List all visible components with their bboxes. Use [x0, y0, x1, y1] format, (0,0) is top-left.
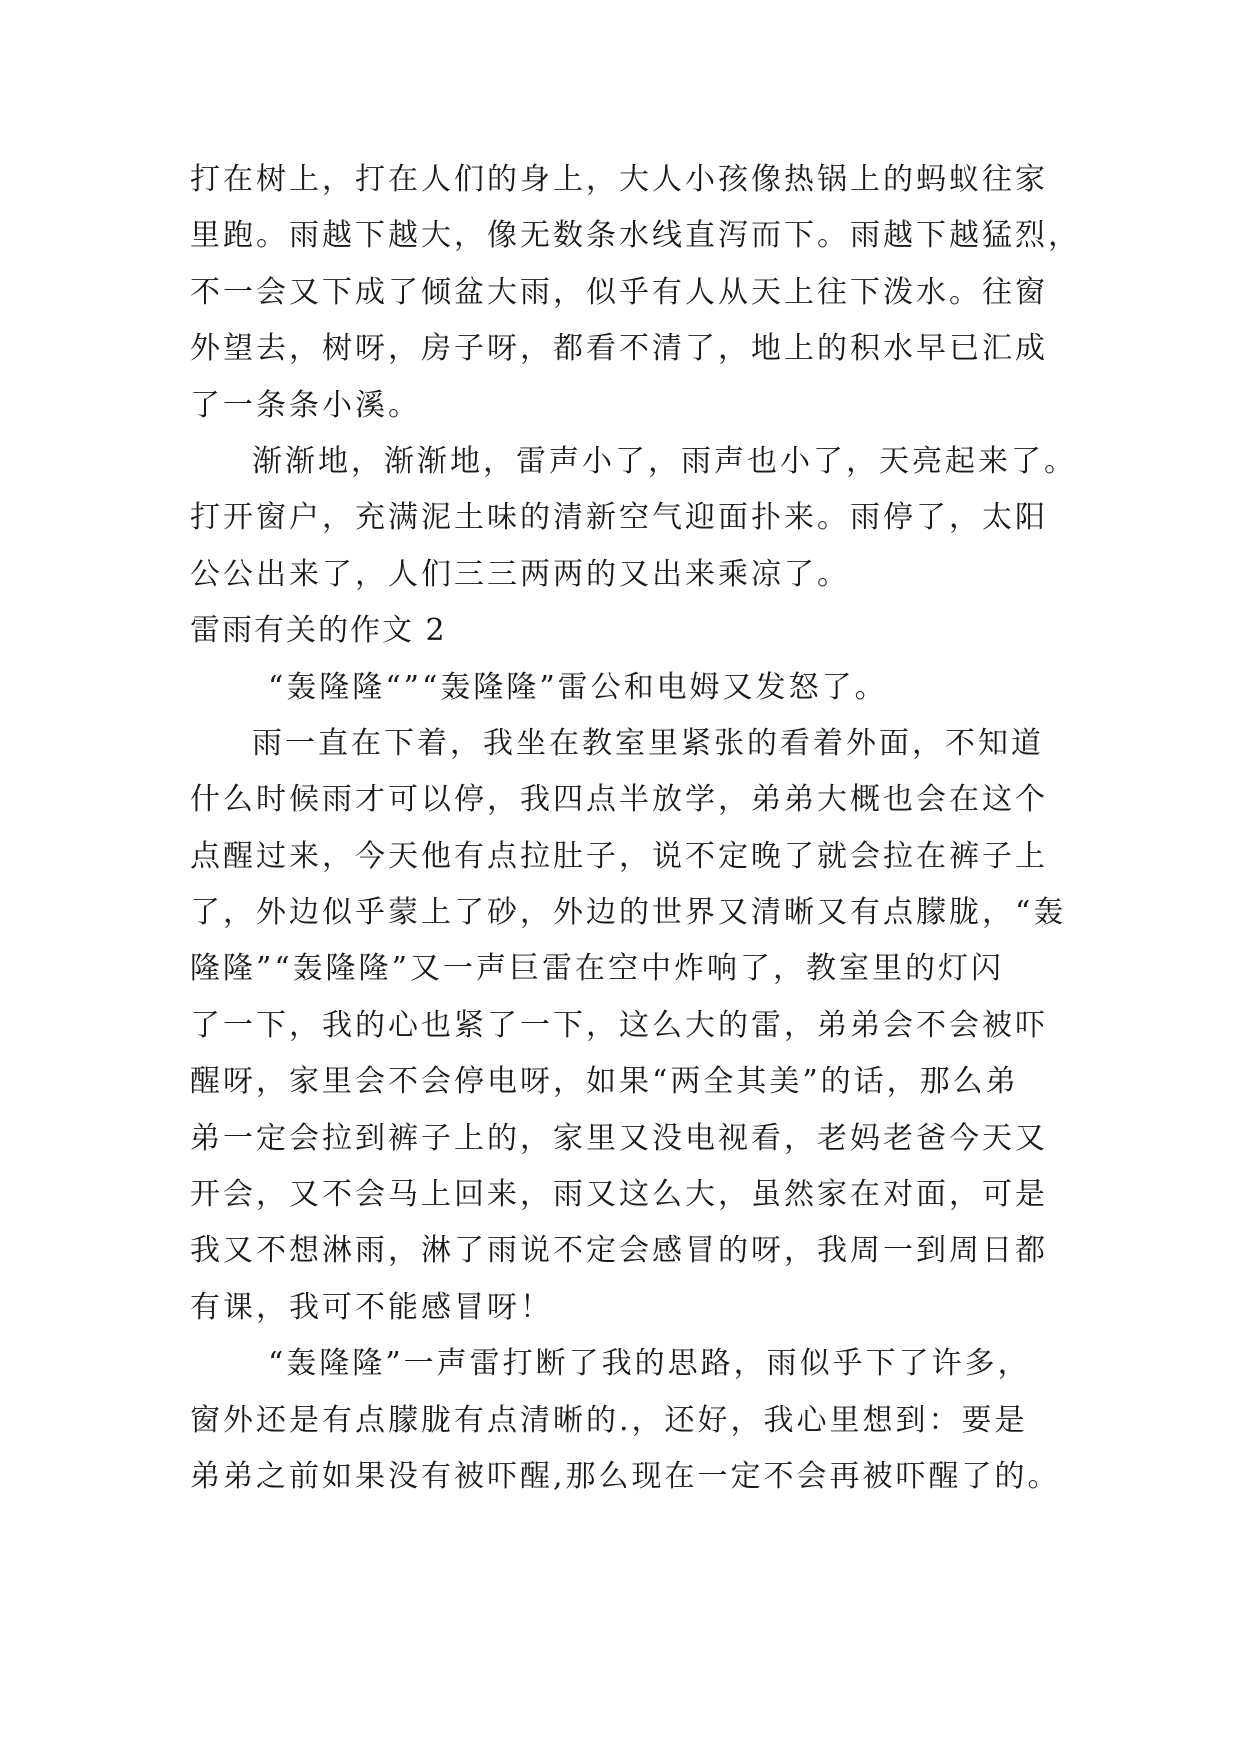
- text-line: 我又不想淋雨，淋了雨说不定会感冒的呀，我周一到周日都: [190, 1233, 1048, 1269]
- text-line: “轰隆隆“”“轰隆隆”雷公和电姆又发怒了。: [268, 669, 888, 705]
- text-line: 有课，我可不能感冒呀！: [190, 1289, 553, 1325]
- paragraph-rain-stops: [190, 434, 1077, 603]
- text-line: 打在树上，打在人们的身上，大人小孩像热锅上的蚂蚁往家: [190, 162, 1048, 197]
- paragraph-classroom-worry: [190, 716, 1067, 1336]
- text-line: 公公出来了，人们三三两两的又出来乘凉了。: [190, 556, 850, 592]
- text-line: 渐渐地，渐渐地，雷声小了，雨声也小了，天亮起来了。: [252, 443, 1077, 479]
- text-line: 窗外还是有点朦胧有点清晰的.，还好，我心里想到：要是: [190, 1402, 1028, 1438]
- text-line: 打开窗户，充满泥土味的清新空气迎面扑来。雨停了，太阳: [190, 500, 1048, 536]
- text-line: 点醒过来，今天他有点拉肚子，说不定晚了就会拉在裤子上: [190, 838, 1048, 874]
- text-line: “轰隆隆”一声雷打断了我的思路，雨似乎下了许多，: [268, 1346, 1031, 1382]
- text-line: 弟弟之前如果没有被吓醒,那么现在一定不会再被吓醒了的。: [190, 1458, 1061, 1494]
- paragraph-thunder-opening: [190, 660, 1060, 716]
- text-line: 弟一定会拉到裤子上的，家里又没电视看，老妈老爸今天又: [190, 1120, 1048, 1156]
- text-line: 了，外边似乎蒙上了砂，外边的世界又清晰又有点朦胧，“轰: [190, 895, 1067, 931]
- text-line: 里跑。雨越下越大，像无数条水线直泻而下。雨越下越猛烈，: [190, 218, 1081, 254]
- text-line: 开会，又不会马上回来，雨又这么大，虽然家在对面，可是: [190, 1177, 1048, 1213]
- text-line: 不一会又下成了倾盆大雨，似乎有人从天上往下泼水。往窗: [190, 274, 1048, 310]
- text-line: 雨一直在下着，我坐在教室里紧张的看着外面，不知道: [252, 725, 1044, 761]
- document-body: [190, 152, 1081, 1505]
- text-line: 了一下，我的心也紧了一下，这么大的雷，弟弟会不会被吓: [190, 1007, 1048, 1043]
- text-line: 醒呀，家里会不会停电呀，如果“两全其美”的话，那么弟: [190, 1064, 1019, 1100]
- text-line: 什么时候雨才可以停，我四点半放学，弟弟大概也会在这个: [190, 782, 1048, 818]
- paragraph-rain-intensifies: [190, 152, 1081, 434]
- text-line: 外望去，树呀，房子呀，都看不清了，地上的积水早已汇成: [190, 331, 1048, 367]
- text-line: 隆隆”“轰隆隆”又一声巨雷在空中炸响了，教室里的灯闪: [190, 951, 1005, 987]
- paragraph-thunder-interrupts: [190, 1336, 1060, 1505]
- section-heading: 雷雨有关的作文 2: [190, 613, 447, 649]
- text-line: 了一条条小溪。: [190, 387, 421, 423]
